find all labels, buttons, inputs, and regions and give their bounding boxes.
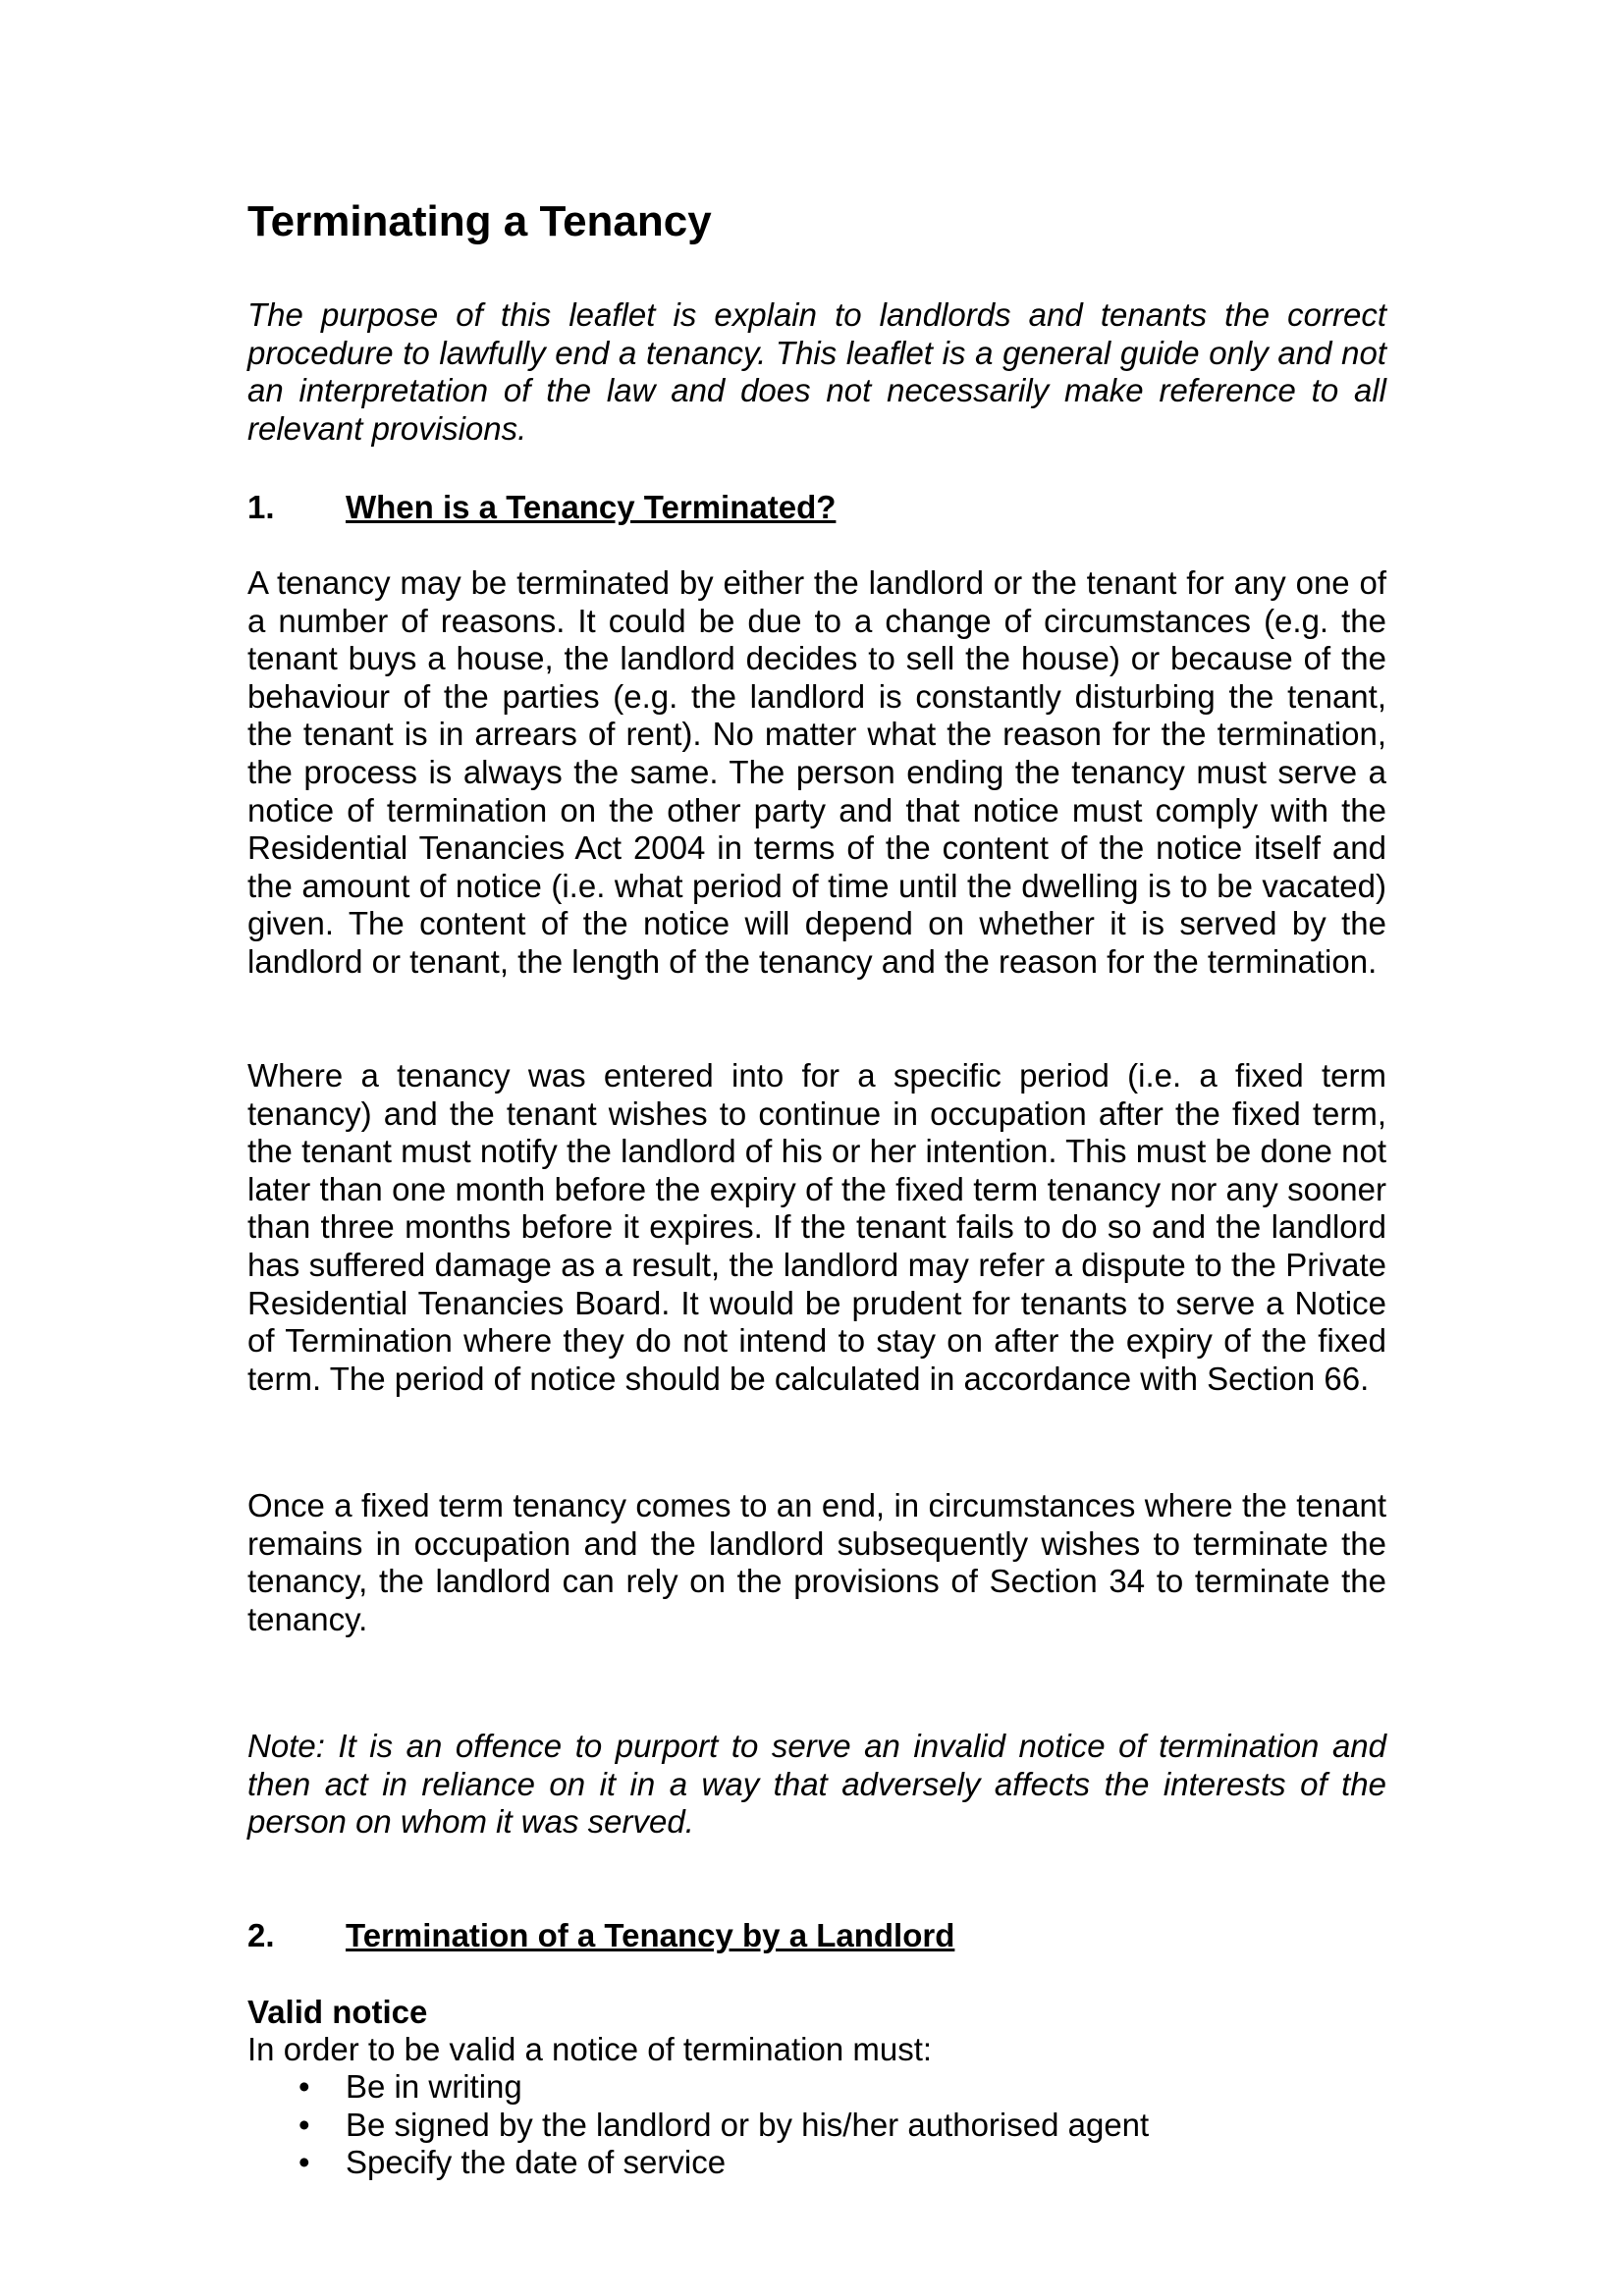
intro-paragraph: The purpose of this leaflet is explain to landlords and tenants the correct procedure to lawfully end a tenancy. This leaflet is a general guide only and not an interpretation of the law and does not necessarily make reference to all relevant provisions. xyxy=(247,296,1386,447)
bullet-icon: • xyxy=(298,2068,310,2105)
section-1-paragraph-1: A tenancy may be terminated by either the landlord or the tenant for any one of a number of reasons. It could be due to a change of circumstances (e.g. the tenant buys a house, the landlord decides to sell the house) or because of the behaviour of the parties (e.g. the landlord is constantly disturbing the tenant, the tenant is in arrears of rent). No matter what the reason for the termination, the process is always the same. The person ending the tenancy must serve a notice of termination on the other party and that notice must comply with the Residential Tenancies Act 2004 in terms of the content of the notice itself and the amount of notice (i.e. what period of time until the dwelling is to be vacated) given. The content of the notice will depend on whether it is served by the landlord or tenant, the length of the tenancy and the reason for the termination. xyxy=(247,564,1386,980)
section-1-number: 1. xyxy=(247,489,275,525)
section-1-note: Note: It is an offence to purport to serve an invalid notice of termination and then act in reliance on it in a way that adversely affects the interests of the person on whom it was served. xyxy=(247,1728,1386,1841)
list-item-text: Specify the date of service xyxy=(346,2144,727,2181)
list-item-text: Be signed by the landlord or by his/her authorised agent xyxy=(346,2106,1150,2143)
list-item xyxy=(247,2068,1149,2107)
list-item xyxy=(247,2144,1149,2182)
section-1-title: When is a Tenancy Terminated? xyxy=(346,489,837,525)
list-item xyxy=(247,2107,1149,2145)
section-1-heading xyxy=(247,488,836,527)
valid-notice-lead: In order to be valid a notice of termination must: xyxy=(247,2031,933,2067)
section-1-paragraph-3: Once a fixed term tenancy comes to an end, in circumstances where the tenant remains in occupation and the landlord subsequently wishes to terminate the tenancy, the landlord can rely on the provisions of Section 34 to terminate the tenancy. xyxy=(247,1487,1386,1637)
section-2-number: 2. xyxy=(247,1917,275,1953)
list-item-text: Be in writing xyxy=(346,2068,522,2105)
bullet-icon: • xyxy=(298,2144,310,2181)
valid-notice-list xyxy=(247,2068,1149,2182)
valid-notice-subheading: Valid notice xyxy=(247,1994,428,2030)
section-2-title: Termination of a Tenancy by a Landlord xyxy=(346,1917,955,1953)
bullet-icon: • xyxy=(298,2106,310,2143)
document-title: Terminating a Tenancy xyxy=(247,197,712,245)
section-2-heading xyxy=(247,1916,954,1955)
section-1-paragraph-2: Where a tenancy was entered into for a specific period (i.e. a fixed term tenancy) and the tenant wishes to continue in occupation after the fixed term, the tenant must notify the landlord of his or her intention. This must be done not later than one month before the expiry of the fixed term tenancy nor any sooner than three months before it expires. If the tenant fails to do so and the landlord has suffered damage as a result, the landlord may refer a dispute to the Private Residential Tenancies Board. It would be prudent for tenants to serve a Notice of Termination where they do not intend to stay on after the expiry of the fixed term. The period of notice should be calculated in accordance with Section 66. xyxy=(247,1057,1386,1397)
